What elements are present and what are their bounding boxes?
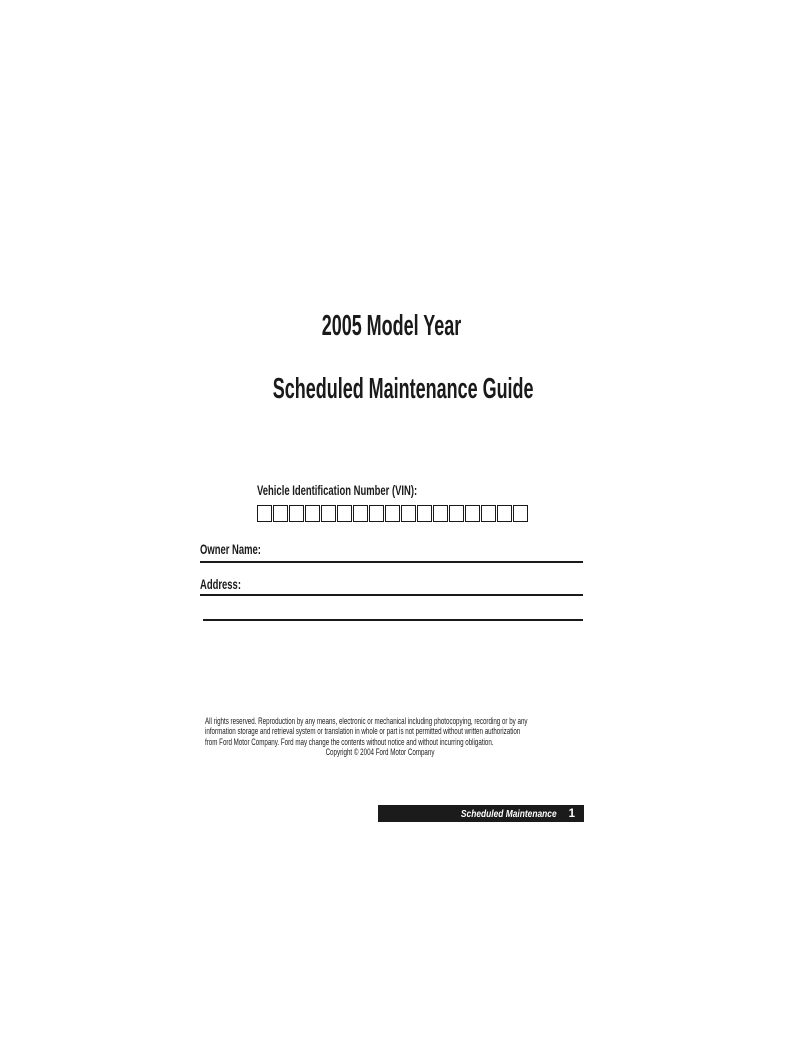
vin-box	[321, 505, 336, 522]
vin-label: Vehicle Identification Number (VIN):	[257, 483, 418, 498]
owner-name-write-line	[200, 561, 583, 563]
legal-line-1: All rights reserved. Reproduction by any means, electronic or mechanical including photocopying, recording or by any	[205, 716, 528, 726]
vin-box	[257, 505, 272, 522]
vin-box	[337, 505, 352, 522]
vin-box	[401, 505, 416, 522]
vin-box	[497, 505, 512, 522]
footer-page-number: 1	[568, 807, 575, 820]
vin-box	[369, 505, 384, 522]
vin-box	[433, 505, 448, 522]
owner-name-label: Owner Name:	[200, 542, 261, 557]
footer-bar	[378, 805, 584, 822]
legal-notice	[205, 716, 555, 758]
vin-box	[513, 505, 528, 522]
vin-box	[385, 505, 400, 522]
vin-box	[481, 505, 496, 522]
page-title-model-year: 2005 Model Year	[321, 310, 462, 342]
vin-box	[289, 505, 304, 522]
legal-line-2: information storage and retrieval system or translation in whole or part is not permitted without written authorization	[205, 726, 521, 737]
vin-box	[305, 505, 320, 522]
legal-line-3: from Ford Motor Company. Ford may change the contents without notice and without incurring obligation.	[205, 736, 494, 747]
address-write-line	[200, 594, 583, 596]
vin-box	[273, 505, 288, 522]
page-title-guide-name: Scheduled Maintenance Guide	[272, 373, 534, 405]
footer-section-label: Scheduled Maintenance	[460, 807, 557, 820]
address-write-line-2	[203, 619, 583, 621]
vin-box	[417, 505, 432, 522]
vin-boxes	[257, 505, 528, 522]
address-label: Address:	[200, 577, 241, 592]
vin-box	[353, 505, 368, 522]
vin-box	[465, 505, 480, 522]
copyright-line: Copyright © 2004 Ford Motor Company	[325, 747, 435, 758]
vin-box	[449, 505, 464, 522]
